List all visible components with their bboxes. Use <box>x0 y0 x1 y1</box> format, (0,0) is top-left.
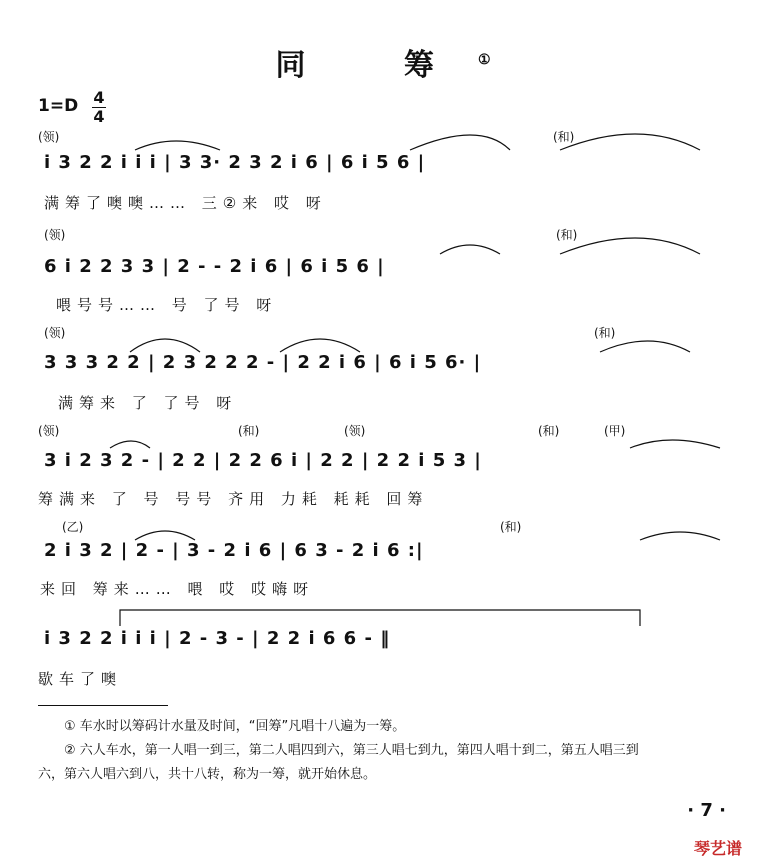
slur-arc <box>110 441 150 448</box>
part-tag: (领) <box>44 326 66 340</box>
slur-arc <box>640 532 720 540</box>
lyric-line: 喂号号…… 号 了号 呀 <box>56 296 278 314</box>
time-signature: 4 4 <box>93 88 105 126</box>
score-line: 2 i 3 2 | 2 - | 3 - 2 i 6 | 6 3 - 2 i 6 :| <box>44 540 424 561</box>
score-line: i 3 2 2 i i i | 3 3· 2 3 2 i 6 | 6 i 5 6 | <box>44 152 426 173</box>
part-tag: (甲) <box>604 424 626 438</box>
slur-arc <box>560 134 700 150</box>
lyric-line: 满筹了噢噢…… 三②来 哎 呀 <box>44 194 327 212</box>
page-number: · 7 · <box>687 800 726 821</box>
slur-arc <box>135 531 195 540</box>
footnote: ① 车水时以筹码计水量及时间，“回筹”凡唱十八遍为一筹。 <box>64 719 406 734</box>
score-line: i 3 2 2 i i i | 2 - 3 - | 2 2 i 6 6 - ‖ <box>44 628 391 649</box>
slur-arc <box>280 339 360 352</box>
slur-arc <box>560 238 700 254</box>
lyric-line: 来回 筹来…… 喂 哎 哎嗨呀 <box>40 580 315 598</box>
lyric-line: 满筹来 了 了号 呀 <box>58 394 238 412</box>
part-tag: (领) <box>344 424 366 438</box>
part-tag: (领) <box>38 424 60 438</box>
part-tag: (和) <box>500 520 522 534</box>
lyric-line: 歇车了噢 <box>38 670 123 688</box>
score-line: 3 i 2 3 2 - | 2 2 | 2 2 6 i | 2 2 | 2 2 i 5 3 | <box>44 450 482 471</box>
part-tag: (和) <box>556 228 578 242</box>
song-title: 同 筹① <box>275 48 491 83</box>
part-tag: (和) <box>538 424 560 438</box>
slur-arc <box>135 141 220 150</box>
slur-arc <box>440 245 500 254</box>
slur-arc <box>600 341 690 352</box>
part-tag: (和) <box>238 424 260 438</box>
part-tag: (和) <box>553 130 575 144</box>
part-tag: (领) <box>38 130 60 144</box>
footnote: ② 六人车水，第一人唱一到三，第二人唱四到六，第三人唱七到九，第四人唱十到二，第五人唱三到 <box>64 743 639 758</box>
footnote-rule <box>38 705 168 706</box>
slur-arc <box>130 339 200 352</box>
part-tag: (乙) <box>62 520 84 534</box>
slur-arc <box>630 440 720 448</box>
footnote: 六，第六人唱六到八，共十八转，称为一筹，就开始休息。 <box>38 767 377 782</box>
key-signature: 1=D <box>38 96 79 116</box>
bracket-arc <box>120 610 640 626</box>
lyric-line: 筹满来 了 号 号号 齐用 力耗 耗耗 回筹 <box>38 490 429 508</box>
part-tag: (和) <box>594 326 616 340</box>
slur-arc <box>410 135 510 150</box>
score-line: 6 i 2 2 3 3 | 2 - - 2 i 6 | 6 i 5 6 | <box>44 256 385 277</box>
part-tag: (领) <box>44 228 66 242</box>
brand-logo: 琴艺谱 <box>693 839 742 858</box>
score-line: 3 3 3 2 2 | 2 3 2 2 2 - | 2 2 i 6 | 6 i 5 6· | <box>44 352 482 373</box>
